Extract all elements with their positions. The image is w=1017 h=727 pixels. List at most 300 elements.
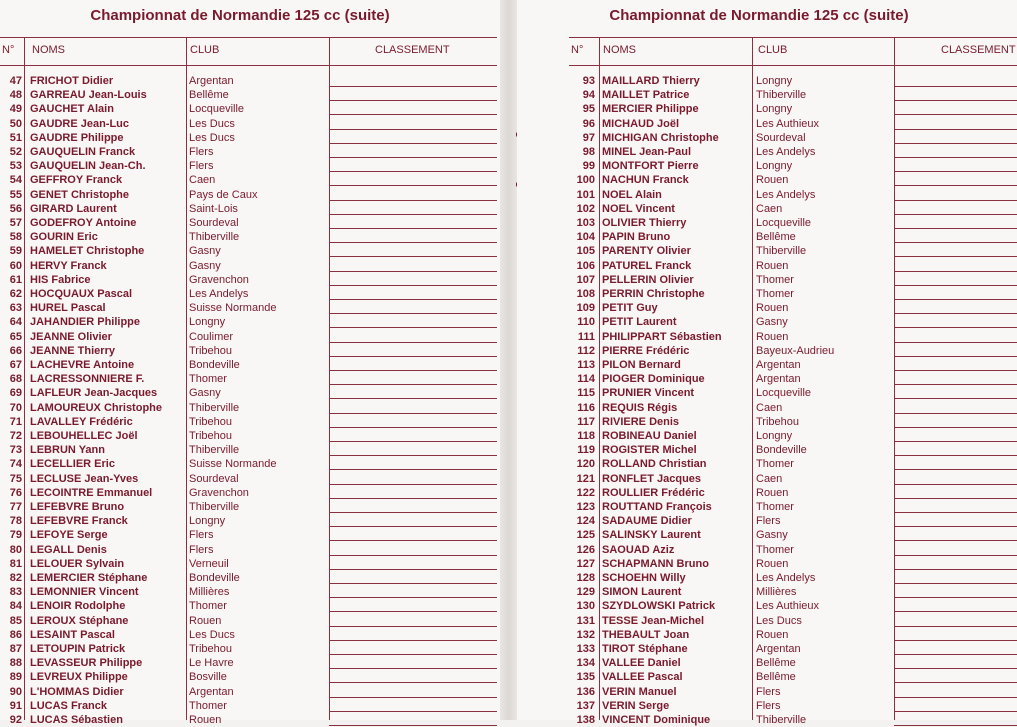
ranking-slot[interactable] xyxy=(894,114,1017,115)
ranking-slot[interactable] xyxy=(329,569,497,570)
rider-club: Thiberville xyxy=(189,444,240,457)
ranking-slot[interactable] xyxy=(894,668,1017,669)
rider-name: LUCAS Sébastien xyxy=(30,714,123,726)
rider-number: 78 xyxy=(9,515,22,528)
rider-name: MAILLARD Thierry xyxy=(602,75,700,87)
rider-name: NOEL Vincent xyxy=(602,202,675,215)
rider-number: 138 xyxy=(576,714,595,726)
ranking-slot[interactable] xyxy=(894,327,1017,328)
table-row xyxy=(0,443,497,457)
ranking-slot[interactable] xyxy=(894,200,1017,201)
rider-name: LEMERCIER Stéphane xyxy=(30,572,148,584)
rider-name: L'HOMMAS Didier xyxy=(30,685,124,698)
rider-name: PRUNIER Vincent xyxy=(602,387,695,400)
ranking-slot[interactable] xyxy=(894,86,1017,87)
rider-name: HOCQUAUX Pascal xyxy=(30,288,133,300)
ranking-slot[interactable] xyxy=(329,654,497,655)
rider-club: Rouen xyxy=(756,174,789,187)
ranking-slot[interactable] xyxy=(329,469,497,470)
table-row xyxy=(569,500,1017,514)
rider-club: Pays de Caux xyxy=(189,188,258,201)
ranking-slot[interactable] xyxy=(329,285,497,286)
rider-name: NOEL Alain xyxy=(602,188,662,201)
table-row xyxy=(0,344,497,358)
rider-name: HERVY Franck xyxy=(30,259,107,272)
ranking-slot[interactable] xyxy=(894,711,1017,712)
ranking-slot[interactable] xyxy=(894,597,1017,598)
ranking-slot[interactable] xyxy=(894,157,1017,158)
table-row xyxy=(0,315,497,329)
rider-club: Argentan xyxy=(189,685,234,698)
rider-name: HAMELET Christophe xyxy=(30,245,145,258)
rider-name: LUCAS Franck xyxy=(30,699,108,712)
ranking-slot[interactable] xyxy=(894,100,1017,101)
ranking-slot[interactable] xyxy=(894,356,1017,357)
rider-number: 117 xyxy=(577,415,595,428)
rider-club: Bosville xyxy=(189,671,227,684)
rider-number: 64 xyxy=(9,316,22,329)
table-row xyxy=(569,386,1017,400)
rider-club: Caen xyxy=(189,174,216,187)
rider-name: PERRIN Christophe xyxy=(602,288,705,300)
rider-club: Les Ducs xyxy=(189,131,235,144)
table-row xyxy=(569,117,1017,131)
rider-number: 89 xyxy=(9,671,22,684)
table-row xyxy=(0,557,497,571)
rider-number: 58 xyxy=(9,231,22,244)
table-row xyxy=(569,173,1017,187)
rider-club: Gasny xyxy=(756,529,788,542)
ranking-slot[interactable] xyxy=(894,242,1017,243)
rider-club: Millières xyxy=(189,586,230,599)
rider-club: Longny xyxy=(756,160,793,173)
header-name: NOMS xyxy=(603,44,636,56)
rider-club: Thiberville xyxy=(189,401,240,414)
rider-club: Sourdeval xyxy=(189,217,239,229)
rider-club: Gravenchon xyxy=(189,486,249,499)
rider-name: JEANNE Thierry xyxy=(30,344,115,357)
rider-number: 71 xyxy=(9,415,22,428)
rider-club: Caen xyxy=(756,472,783,485)
ranking-slot[interactable] xyxy=(329,171,497,172)
rider-name: ROUTTAND François xyxy=(602,501,712,513)
ranking-slot[interactable] xyxy=(329,271,497,272)
ranking-slot[interactable] xyxy=(329,86,497,87)
rider-number: 57 xyxy=(9,217,22,229)
rider-club: Thiberville xyxy=(189,231,240,244)
rider-name: LECLUSE Jean-Yves xyxy=(30,472,139,485)
rider-name: VALLEE Pascal xyxy=(602,671,683,684)
ranking-slot[interactable] xyxy=(894,441,1017,442)
ranking-slot[interactable] xyxy=(329,398,497,399)
ranking-slot[interactable] xyxy=(329,526,497,527)
header-num: N° xyxy=(571,44,584,56)
rider-club: Bellême xyxy=(756,231,796,244)
rider-number: 97 xyxy=(582,131,595,144)
rider-number: 135 xyxy=(576,671,595,684)
rider-number: 133 xyxy=(576,643,595,655)
rider-number: 103 xyxy=(576,217,595,229)
rider-club: Locqueville xyxy=(189,103,245,116)
ranking-slot[interactable] xyxy=(894,313,1017,314)
ranking-slot[interactable] xyxy=(894,569,1017,570)
rider-name: LEBOUHELLEC Joël xyxy=(30,430,138,442)
ranking-slot[interactable] xyxy=(329,185,497,186)
table-row xyxy=(0,514,497,528)
rider-club: Bondeville xyxy=(189,572,240,584)
rider-club: Sourdeval xyxy=(756,131,806,144)
rider-number: 104 xyxy=(576,231,595,244)
ranking-slot[interactable] xyxy=(894,540,1017,541)
rider-name: NACHUN Franck xyxy=(602,174,689,187)
rider-number: 91 xyxy=(9,699,22,712)
rider-number: 86 xyxy=(9,628,22,641)
results-table xyxy=(0,37,497,726)
rider-club: Flers xyxy=(189,543,214,556)
ranking-slot[interactable] xyxy=(894,299,1017,300)
table-row xyxy=(0,486,497,500)
ranking-slot[interactable] xyxy=(894,214,1017,215)
rider-number: 85 xyxy=(9,614,22,627)
rider-number: 119 xyxy=(577,444,595,457)
rider-number: 123 xyxy=(576,501,595,513)
rider-name: GAUCHET Alain xyxy=(30,103,114,116)
rider-name: PAPIN Bruno xyxy=(602,231,671,244)
ranking-slot[interactable] xyxy=(894,370,1017,371)
rider-club: Gasny xyxy=(189,387,221,400)
ranking-slot[interactable] xyxy=(894,228,1017,229)
ranking-slot[interactable] xyxy=(894,398,1017,399)
ranking-slot[interactable] xyxy=(329,725,497,726)
ranking-slot[interactable] xyxy=(329,611,497,612)
ranking-slot[interactable] xyxy=(329,100,497,101)
page-title: Championnat de Normandie 125 cc (suite) xyxy=(609,7,909,24)
ranking-slot[interactable] xyxy=(894,725,1017,726)
ranking-slot[interactable] xyxy=(894,654,1017,655)
ranking-slot[interactable] xyxy=(329,200,497,201)
ranking-slot[interactable] xyxy=(894,555,1017,556)
ranking-slot[interactable] xyxy=(329,597,497,598)
rider-name: VERIN Serge xyxy=(602,699,670,712)
ranking-slot[interactable] xyxy=(894,171,1017,172)
rider-number: 99 xyxy=(582,160,595,173)
rider-name: LACRESSONNIERE F. xyxy=(30,373,145,386)
ranking-slot[interactable] xyxy=(329,356,497,357)
table-row xyxy=(0,88,497,102)
header-club: CLUB xyxy=(190,44,220,56)
rider-name: LEVASSEUR Philippe xyxy=(30,657,143,670)
rider-number: 77 xyxy=(9,501,22,513)
ranking-slot[interactable] xyxy=(329,157,497,158)
rider-number: 95 xyxy=(582,103,595,116)
rider-number: 81 xyxy=(9,557,22,570)
ranking-slot[interactable] xyxy=(329,228,497,229)
rider-number: 126 xyxy=(576,543,595,556)
rider-number: 94 xyxy=(582,89,595,102)
rider-name: LEGALL Denis xyxy=(30,543,107,556)
rider-name: SADAUME Didier xyxy=(602,515,692,528)
rider-number: 92 xyxy=(9,714,22,726)
rider-club: Argentan xyxy=(756,373,801,386)
ranking-slot[interactable] xyxy=(329,143,497,144)
rider-name: PETIT Laurent xyxy=(602,316,677,329)
ranking-slot[interactable] xyxy=(329,256,497,257)
ranking-slot[interactable] xyxy=(329,455,497,456)
rider-club: Rouen xyxy=(756,302,789,315)
table-row xyxy=(0,74,497,88)
rider-name: MONTFORT Pierre xyxy=(602,160,699,173)
table-row xyxy=(569,614,1017,628)
rider-name: GAUDRE Philippe xyxy=(30,131,124,144)
rider-name: FRICHOT Didier xyxy=(30,75,114,87)
rider-number: 53 xyxy=(9,160,22,173)
ranking-slot[interactable] xyxy=(329,583,497,584)
rider-number: 116 xyxy=(577,401,595,414)
table-row xyxy=(569,188,1017,202)
rider-number: 69 xyxy=(9,387,22,400)
ranking-slot[interactable] xyxy=(329,441,497,442)
rider-club: Bondeville xyxy=(756,444,807,457)
rider-name: PHILIPPART Sébastien xyxy=(602,330,722,343)
rider-number: 113 xyxy=(577,359,595,371)
header-ranking: CLASSEMENT xyxy=(375,44,450,56)
rider-name: LEFEBVRE Bruno xyxy=(30,501,125,513)
ranking-slot[interactable] xyxy=(894,384,1017,385)
ranking-slot[interactable] xyxy=(894,640,1017,641)
ranking-slot[interactable] xyxy=(894,498,1017,499)
rider-number: 70 xyxy=(9,401,22,414)
rider-club: Gasny xyxy=(756,316,788,329)
rider-club: Flers xyxy=(189,160,214,173)
rider-number: 108 xyxy=(576,288,595,300)
ranking-slot[interactable] xyxy=(329,327,497,328)
ranking-slot[interactable] xyxy=(329,129,497,130)
rider-club: Thiberville xyxy=(756,245,807,258)
rider-number: 73 xyxy=(9,444,22,457)
rider-name: LAFLEUR Jean-Jacques xyxy=(30,387,158,400)
table-row xyxy=(569,699,1017,713)
ranking-slot[interactable] xyxy=(329,498,497,499)
rider-number: 48 xyxy=(9,89,22,102)
ranking-slot[interactable] xyxy=(894,484,1017,485)
table-row xyxy=(0,685,497,699)
ranking-slot[interactable] xyxy=(329,626,497,627)
ranking-slot[interactable] xyxy=(894,583,1017,584)
ranking-slot[interactable] xyxy=(329,682,497,683)
table-row xyxy=(0,599,497,613)
rider-number: 49 xyxy=(9,103,22,116)
table-row xyxy=(569,131,1017,145)
table-row xyxy=(569,401,1017,415)
table-row xyxy=(0,457,497,471)
ranking-slot[interactable] xyxy=(894,611,1017,612)
rider-name: MERCIER Philippe xyxy=(602,103,699,116)
rider-club: Bellême xyxy=(756,657,796,670)
rider-club: Thomer xyxy=(756,273,794,286)
rider-name: GIRARD Laurent xyxy=(30,202,117,215)
ranking-slot[interactable] xyxy=(329,540,497,541)
ranking-slot[interactable] xyxy=(329,640,497,641)
ranking-slot[interactable] xyxy=(329,484,497,485)
rider-name: LEFOYE Serge xyxy=(30,529,108,542)
rider-name: ROULLIER Frédéric xyxy=(602,486,705,499)
rider-name: PELLERIN Olivier xyxy=(602,273,694,286)
rider-name: LEVREUX Philippe xyxy=(30,671,128,684)
rider-name: ROGISTER Michel xyxy=(602,444,697,457)
page-title: Championnat de Normandie 125 cc (suite) xyxy=(90,7,390,24)
rider-club: Bellême xyxy=(756,671,796,684)
rider-club: Flers xyxy=(189,529,214,542)
ranking-slot[interactable] xyxy=(894,697,1017,698)
ranking-slot[interactable] xyxy=(894,129,1017,130)
rider-number: 127 xyxy=(576,557,595,570)
rider-name: RONFLET Jacques xyxy=(602,472,702,485)
rider-number: 87 xyxy=(9,643,22,655)
table-row xyxy=(569,528,1017,542)
rider-club: Les Andelys xyxy=(756,188,816,201)
rider-number: 131 xyxy=(576,614,595,627)
ranking-slot[interactable] xyxy=(329,299,497,300)
rider-number: 102 xyxy=(576,202,595,215)
rider-club: Longny xyxy=(756,430,793,442)
ranking-slot[interactable] xyxy=(894,342,1017,343)
rider-name: LACHEVRE Antoine xyxy=(30,359,135,371)
ranking-slot[interactable] xyxy=(329,342,497,343)
table-row xyxy=(0,173,497,187)
rider-number: 72 xyxy=(9,430,22,442)
rider-club: Les Ducs xyxy=(189,117,235,130)
table-row xyxy=(0,244,497,258)
rider-club: Tribehou xyxy=(189,415,233,428)
ranking-slot[interactable] xyxy=(894,143,1017,144)
table-row xyxy=(569,415,1017,429)
rider-name: ROLLAND Christian xyxy=(602,458,707,471)
ranking-slot[interactable] xyxy=(894,626,1017,627)
rider-number: 47 xyxy=(9,75,22,87)
rider-club: Bondeville xyxy=(189,359,240,371)
ranking-slot[interactable] xyxy=(894,526,1017,527)
ranking-slot[interactable] xyxy=(329,370,497,371)
rider-club: Locqueville xyxy=(756,217,812,229)
table-row xyxy=(569,585,1017,599)
rider-club: Thomer xyxy=(756,288,794,300)
ranking-slot[interactable] xyxy=(894,256,1017,257)
rider-number: 66 xyxy=(9,344,22,357)
table-row xyxy=(0,230,497,244)
table-row xyxy=(569,315,1017,329)
table-top-rule xyxy=(569,37,1017,38)
table-row xyxy=(569,159,1017,173)
rider-name: SCHOEHN Willy xyxy=(602,572,686,584)
ranking-slot[interactable] xyxy=(894,427,1017,428)
rider-club: Les Authieux xyxy=(756,117,819,130)
rider-club: Rouen xyxy=(756,259,789,272)
ranking-slot[interactable] xyxy=(329,668,497,669)
ranking-slot[interactable] xyxy=(894,185,1017,186)
rider-number: 120 xyxy=(576,458,595,471)
table-top-rule xyxy=(0,37,497,38)
ranking-slot[interactable] xyxy=(329,555,497,556)
table-row xyxy=(0,571,497,585)
table-row xyxy=(0,656,497,670)
rider-number: 56 xyxy=(9,202,22,215)
rider-club: Les Authieux xyxy=(756,600,819,613)
rider-number: 60 xyxy=(9,259,22,272)
ranking-slot[interactable] xyxy=(894,469,1017,470)
table-row xyxy=(0,528,497,542)
rider-club: Thomer xyxy=(189,600,227,613)
table-row xyxy=(569,628,1017,642)
rider-name: GODEFROY Antoine xyxy=(30,217,137,229)
rider-name: LEFEBVRE Franck xyxy=(30,515,128,528)
rider-club: Bellême xyxy=(189,89,229,102)
ranking-slot[interactable] xyxy=(894,512,1017,513)
table-row xyxy=(569,457,1017,471)
rider-name: MINEL Jean-Paul xyxy=(602,146,692,158)
table-row xyxy=(569,685,1017,699)
rider-number: 136 xyxy=(576,685,595,698)
ranking-slot[interactable] xyxy=(329,313,497,314)
table-row xyxy=(0,259,497,273)
table-row xyxy=(0,145,497,159)
rider-name: MICHIGAN Christophe xyxy=(602,131,719,144)
table-row xyxy=(0,287,497,301)
ranking-slot[interactable] xyxy=(329,427,497,428)
rider-club: Suisse Normande xyxy=(189,458,277,471)
ranking-slot[interactable] xyxy=(329,697,497,698)
rider-number: 125 xyxy=(576,529,595,542)
table-row xyxy=(0,642,497,656)
ranking-slot[interactable] xyxy=(329,114,497,115)
ranking-slot[interactable] xyxy=(329,711,497,712)
rider-number: 62 xyxy=(9,288,22,300)
table-row xyxy=(569,543,1017,557)
table-row xyxy=(0,699,497,713)
table-row xyxy=(569,358,1017,372)
rider-number: 54 xyxy=(9,174,22,187)
ranking-slot[interactable] xyxy=(329,413,497,414)
rider-name: PIERRE Frédéric xyxy=(602,344,690,357)
rider-name: GAUQUELIN Franck xyxy=(30,146,136,158)
rider-club: Caen xyxy=(756,401,783,414)
ranking-slot[interactable] xyxy=(329,242,497,243)
table-row xyxy=(0,386,497,400)
rider-number: 107 xyxy=(576,273,595,286)
rider-name: LEBRUN Yann xyxy=(30,444,105,457)
ranking-slot[interactable] xyxy=(894,682,1017,683)
rider-name: SIMON Laurent xyxy=(602,586,682,599)
rider-name: MAILLET Patrice xyxy=(602,89,690,102)
rider-name: LEROUX Stéphane xyxy=(30,614,129,627)
rider-club: Thiberville xyxy=(756,714,807,726)
ranking-slot[interactable] xyxy=(894,285,1017,286)
ranking-slot[interactable] xyxy=(329,214,497,215)
ranking-slot[interactable] xyxy=(894,413,1017,414)
table-row xyxy=(569,372,1017,386)
ranking-slot[interactable] xyxy=(894,455,1017,456)
ranking-slot[interactable] xyxy=(329,512,497,513)
rider-club: Tribehou xyxy=(756,415,800,428)
ranking-slot[interactable] xyxy=(894,271,1017,272)
ranking-slot[interactable] xyxy=(329,384,497,385)
rider-club: Rouen xyxy=(756,628,789,641)
rider-name: MICHAUD Joël xyxy=(602,117,680,130)
rider-name: REQUIS Régis xyxy=(602,401,678,414)
rider-number: 110 xyxy=(577,316,595,329)
rider-club: Argentan xyxy=(756,359,801,371)
rider-club: Rouen xyxy=(756,557,789,570)
table-row xyxy=(569,244,1017,258)
